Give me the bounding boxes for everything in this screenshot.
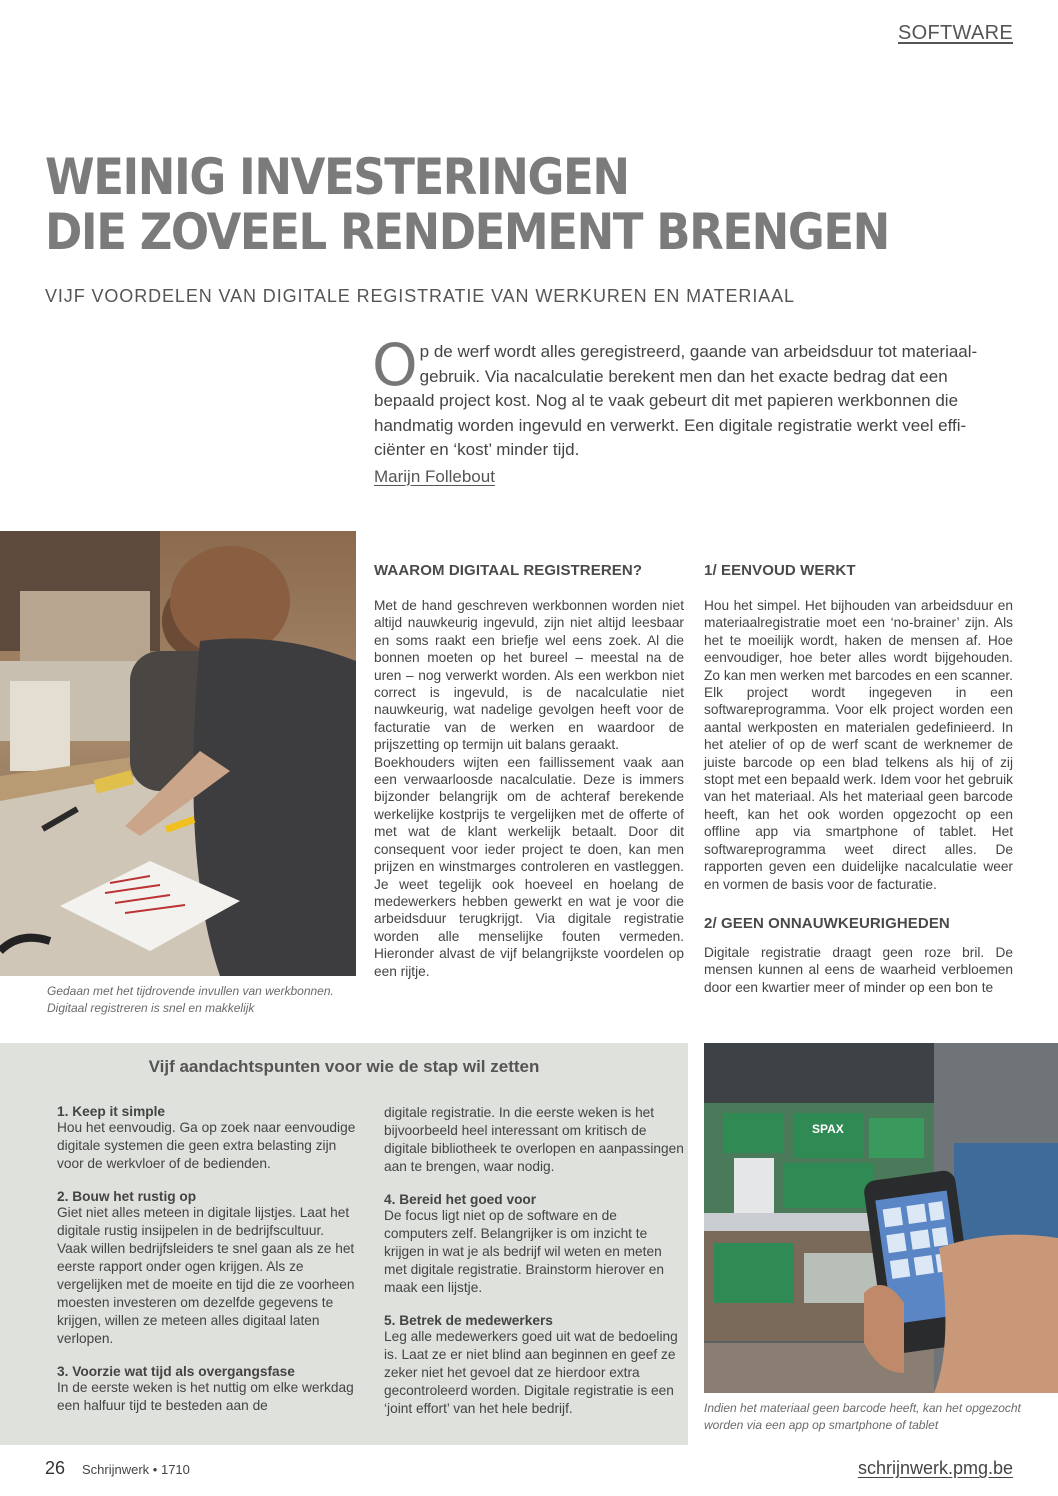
workshop-photo-illustration	[0, 531, 356, 976]
tip-text: Giet niet alles meteen in digitale lijstjes. Laat het digitale rustig insijpelen in de bedrijfscultuur. Vaak willen bedrijfsleiders te snel gaan als ze het eerste rapport onder ogen krijgen. Als ze vergelijken met de moeite en tijd die ze voorheen moesten investeren om dezelfde gegevens te krijgen, willen ze meteen alles digitaal laten verlopen.	[57, 1205, 355, 1346]
tip-heading: 4. Bereid het goed voor	[384, 1192, 537, 1207]
tip-text: In de eerste weken is het nuttig om elke werkdag een halfuur tijd te besteden aan de	[57, 1380, 354, 1413]
section-heading-why: WAAROM DIGITAAL REGISTREREN?	[374, 562, 643, 579]
page-number: 26	[45, 1458, 66, 1478]
column-2-paragraph-1: Hou het simpel. Het bijhouden van arbeidsduur en materiaalregistratie moet een ‘no-brainer’ zijn. Als het te moeilijk wordt, haken de mensen af. Hoe eenvoudiger, hoe beter alles wordt bijgehouden. Zo kan men werken met barcodes en een scanner. Elk project wordt ingegeven in een softwareprogramma. Voor elk project worden een aantal werkposten en materialen gedefinieerd. In het atelier of op de werf scant de werknemer de juiste barcode op een blad telkens als hij of zij stopt met een bepaald werk. Idem voor het gebruik van het materiaal. Als het materiaal geen barcode heeft, kan het ook worden opgezocht op een offline app via smartphone of tablet. Het softwareprogramma weet direct alles. De rapporten geven een duidelijke nacalculatie weer en vormen de basis voor de facturatie.	[704, 598, 1013, 892]
publication-info: Schrijnwerk • 1710	[82, 1462, 190, 1477]
smartphone-photo	[704, 1043, 1058, 1393]
author-byline: Marijn Follebout	[374, 467, 495, 486]
title-line-1: WEINIG INVESTERINGEN	[45, 148, 629, 206]
section-heading-accuracy: 2/ GEEN ONNAUWKEURIGHEDEN	[704, 914, 950, 932]
tip-heading: 3. Voorzie wat tijd als overgangsfase	[57, 1364, 295, 1379]
tip-heading: 5. Betrek de medewerkers	[384, 1313, 553, 1328]
workshop-photo	[0, 531, 356, 976]
website-link[interactable]: schrijnwerk.pmg.be	[857, 1458, 1013, 1478]
section-heading-simplicity: 1/ EENVOUD WERKT	[704, 562, 856, 579]
spax-label: SPAX	[812, 1122, 844, 1136]
tip-text-continued: digitale registratie. In die eerste weken is het bijvoorbeeld heel interessant om kritisch de digitale bibliotheek te overlopen en aanpassingen aan te brengen, waar nodig.	[384, 1105, 684, 1174]
tip-heading: 2. Bouw het rustig op	[57, 1189, 197, 1204]
column-1-paragraph-1: Met de hand geschreven werkbonnen worden niet altijd nauwkeurig ingevuld, zijn niet altijd leesbaar en soms raakt een briefje wel eens zoek. Al die bonnen moeten op het bureel – meestal na de uren – nog verwerkt worden. Als een werkbon niet correct is ingevuld, is de nacalculatie niet nauwkeurig, wat nadelige gevolgen heeft voor de facturatie van de werken en waardoor de prijszetting op termijn uit balans geraakt.	[374, 598, 684, 753]
tip-text: De focus ligt niet op de software en de computers zelf. Belangrijker is om inzicht te krijgen in wat je als bedrijf wil weten en meten met digitale registratie. Brainstorm hierover en maak een lijstje.	[384, 1208, 664, 1295]
smartphone-photo-illustration	[704, 1043, 1058, 1393]
tip-heading: 1. Keep it simple	[57, 1104, 166, 1119]
column-2-paragraph-2: Digitale registratie draagt geen roze bril. De mensen kunnen al eens de waarheid verbloemen door een kwartier meer of minder op een bon te	[704, 944, 1013, 995]
section-label: SOFTWARE	[898, 22, 1013, 44]
tips-column-right	[384, 1104, 684, 1434]
title-line-2: DIE ZOVEEL RENDEMENT BRENGEN	[45, 203, 889, 261]
article-subtitle: VIJF VOORDELEN VAN DIGITALE REGISTRATIE VAN WERKUREN EN MATERIAAL	[45, 286, 795, 306]
drop-cap: O	[372, 331, 418, 399]
workshop-photo-caption: Gedaan met het tijdrovende invullen van werkbonnen. Digitaal registreren is snel en makkelijk	[47, 984, 334, 1015]
tips-column-left	[57, 1104, 357, 1431]
tip-text: Leg alle medewerkers goed uit wat de bedoeling is. Laat ze er niet blind aan beginnen en geef ze zeker niet het gevoel dat ze hierdoor extra gecontroleerd worden. Digitale registratie is een ‘joint effort’ van het hele bedrijf.	[384, 1329, 678, 1416]
column-1	[374, 562, 684, 980]
article-intro	[372, 331, 989, 463]
column-1-paragraph-2: Boekhouders wijten een faillissement vaak aan een verwaarloosde nacalculatie. Deze is immers bijzonder belangrijk om de achteraf berekende werkelijke kostprijs te vergelijken met de offerte of met wat de klant werkelijk betaalt. Door dit consequent voor ieder project te doen, kan men prijzen en winstmarges controleren en vastleggen. Je weet tegelijk ook hoeveel en hoelang de medewerkers hebben gewerkt en wat je voor die arbeidsduur terugkrijgt. Via digitale registratie worden alle menselijke fouten vermeden. Hieronder alvast de vijf belangrijkste voordelen op een rijtje.	[374, 754, 684, 979]
tip-text: Hou het eenvoudig. Ga op zoek naar eenvoudige digitale systemen die geen extra belasting zijn voor de werkvloer of de bedienden.	[57, 1120, 356, 1171]
smartphone-photo-caption: Indien het materiaal geen barcode heeft, kan het opgezocht worden via een app op smartphone of tablet	[704, 1401, 1021, 1432]
article-title	[45, 150, 909, 260]
intro-text: p de werf wordt alles geregistreerd, gaande van arbeidsduur tot materiaal-gebruik. Via nacalculatie berekent men dan het exacte bedrag dat een bepaald project kost. Nog al te vaak gebeurt dit met papieren werkbonnen die handmatig worden ingevuld en verwerkt. Een digitale registratie werkt veel effi-ciënter en ‘kost’ minder tijd.	[374, 342, 978, 459]
tips-box-title: Vijf aandachtspunten voor wie de stap wil zetten	[148, 1057, 540, 1076]
column-2	[704, 562, 1013, 996]
